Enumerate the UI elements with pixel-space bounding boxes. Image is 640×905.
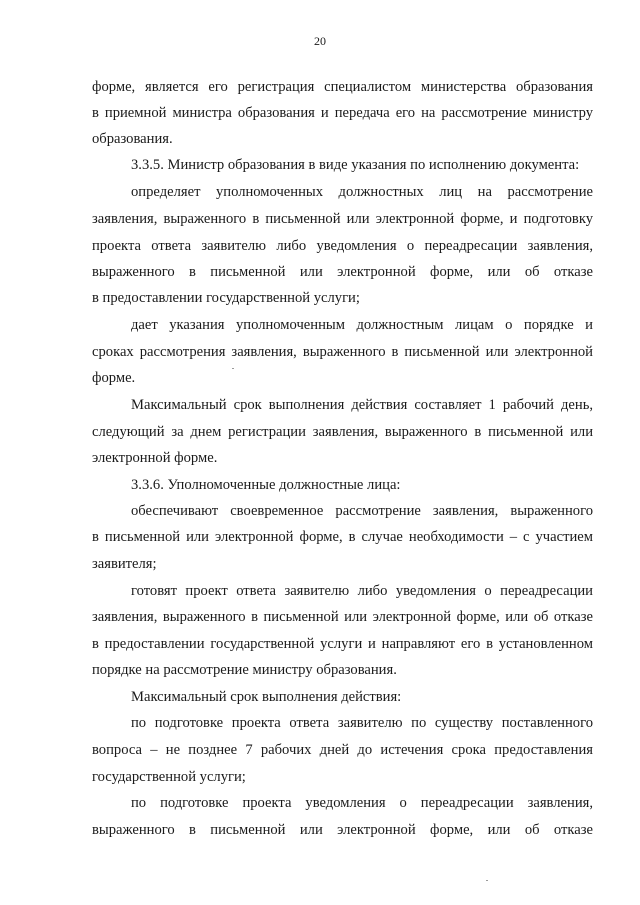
text-line: готовят проект ответа заявителю либо уведомления о переадресации xyxy=(131,583,593,599)
text-line: в предоставлении государственной услуги и направляют его в установленном xyxy=(92,636,593,652)
text-line: выраженного в письменной или электронной форме, или об отказе xyxy=(92,264,593,280)
text-line: электронной форме. xyxy=(92,450,218,466)
scan-speck xyxy=(232,368,234,369)
text-line: форме, является его регистрация специалистом министерства образования xyxy=(92,79,593,95)
text-line: форме. xyxy=(92,370,136,386)
text-line: по подготовке проекта ответа заявителю по существу поставленного xyxy=(131,715,593,731)
section-heading: 3.3.5. Министр образования в виде указания по исполнению документа: xyxy=(131,157,580,173)
text-line: проекта ответа заявителю либо уведомления о переадресации заявления, xyxy=(92,238,593,254)
text-line: в письменной или электронной форме, в случае необходимости – с участием xyxy=(92,529,593,545)
text-line: дает указания уполномоченным должностным лицам о порядке и xyxy=(131,317,593,333)
text-line: сроках рассмотрения заявления, выраженного в письменной или электронной xyxy=(92,344,593,360)
text-line: следующий за днем регистрации заявления, выраженного в письменной или xyxy=(92,424,593,440)
text-line: по подготовке проекта уведомления о переадресации заявления, xyxy=(131,795,593,811)
text-line: вопроса – не позднее 7 рабочих дней до истечения срока предоставления xyxy=(92,742,593,758)
section-heading: 3.3.6. Уполномоченные должностные лица: xyxy=(131,477,401,493)
text-line: государственной услуги; xyxy=(92,769,246,785)
text-line: в приемной министра образования и передача его на рассмотрение министру xyxy=(92,105,593,121)
scan-speck xyxy=(486,880,488,881)
page-number: 20 xyxy=(314,34,326,48)
text-line: заявления, выраженного в письменной или электронной форме, и подготовку xyxy=(92,211,593,227)
text-line: порядке на рассмотрение министру образования. xyxy=(92,662,397,678)
text-line: определяет уполномоченных должностных лиц на рассмотрение xyxy=(131,184,593,200)
text-line: заявления, выраженного в письменной или электронной форме, или об отказе xyxy=(92,609,593,625)
text-line: обеспечивают своевременное рассмотрение заявления, выраженного xyxy=(131,503,593,519)
text-line: образования. xyxy=(92,131,173,147)
text-line: Максимальный срок выполнения действия: xyxy=(131,689,402,705)
text-line: выраженного в письменной или электронной форме, или об отказе xyxy=(92,822,593,838)
text-line: в предоставлении государственной услуги; xyxy=(92,290,360,306)
text-line: заявителя; xyxy=(92,556,157,572)
text-line: Максимальный срок выполнения действия составляет 1 рабочий день, xyxy=(131,397,593,413)
